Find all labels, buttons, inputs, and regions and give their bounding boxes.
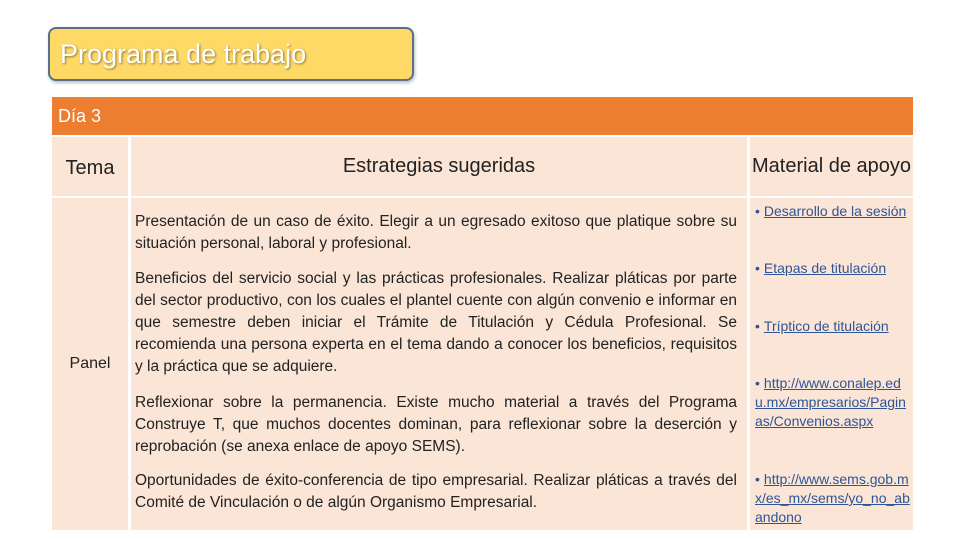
- material-link-3[interactable]: Tríptico de titulación: [763, 318, 889, 334]
- bullet-icon: •: [755, 260, 760, 276]
- tema-cell: [52, 198, 128, 530]
- estrategias-cell: [131, 198, 747, 530]
- estrategia-3: Reflexionar sobre la permanencia. Existe mucho material a través del Programa Construye T, que muchos docentes dominan, para reflexionar sobre la deserción y reprobación (se anexa enlace de apoyo SEMS).: [135, 394, 737, 455]
- title-box: [48, 27, 414, 81]
- material-link-5[interactable]: http://www.sems.gob.mx/es_mx/sems/yo_no_abandono: [755, 471, 910, 525]
- header-estrategias: Estrategias sugeridas: [131, 137, 747, 196]
- material-item: [755, 259, 910, 278]
- material-item: [755, 374, 910, 431]
- header-tema: Tema: [52, 137, 128, 196]
- material-link-1[interactable]: Desarrollo de la sesión: [763, 203, 907, 219]
- material-cell: [750, 198, 913, 530]
- estrategia-1: Presentación de un caso de éxito. Elegir a un egresado exitoso que platique sobre su situación personal, laboral y profesional.: [135, 213, 737, 252]
- tema-value: Panel: [69, 355, 111, 372]
- material-item: [755, 470, 910, 527]
- material-item: [755, 202, 910, 221]
- bullet-icon: •: [755, 375, 760, 391]
- day-label: Día 3: [58, 106, 102, 126]
- material-item: [755, 317, 910, 336]
- page-title: Programa de trabajo: [60, 39, 307, 69]
- header-material: Material de apoyo: [750, 137, 913, 196]
- estrategia-2: Beneficios del servicio social y las prácticas profesionales. Realizar pláticas por parte del sector productivo, con los cuales el plantel cuente con algún convenio e informar en que semestre deben iniciar el Trámite de Titulación y Cédula Profesional. Se recomienda una persona experta en el tema dando a conocer los beneficios, requisitos y la práctica que se adquiere.: [135, 270, 737, 375]
- bullet-icon: •: [755, 471, 760, 487]
- material-link-2[interactable]: Etapas de titulación: [763, 260, 887, 276]
- bullet-icon: •: [755, 318, 760, 334]
- day-bar: [52, 97, 913, 135]
- estrategia-4: Oportunidades de éxito-conferencia de tipo empresarial. Realizar pláticas a través del Comité de Vinculación o de algún Organismo Empresarial.: [135, 472, 737, 511]
- material-link-4[interactable]: http://www.conalep.edu.mx/empresarios/Paginas/Convenios.aspx: [755, 375, 906, 429]
- bullet-icon: •: [755, 203, 760, 219]
